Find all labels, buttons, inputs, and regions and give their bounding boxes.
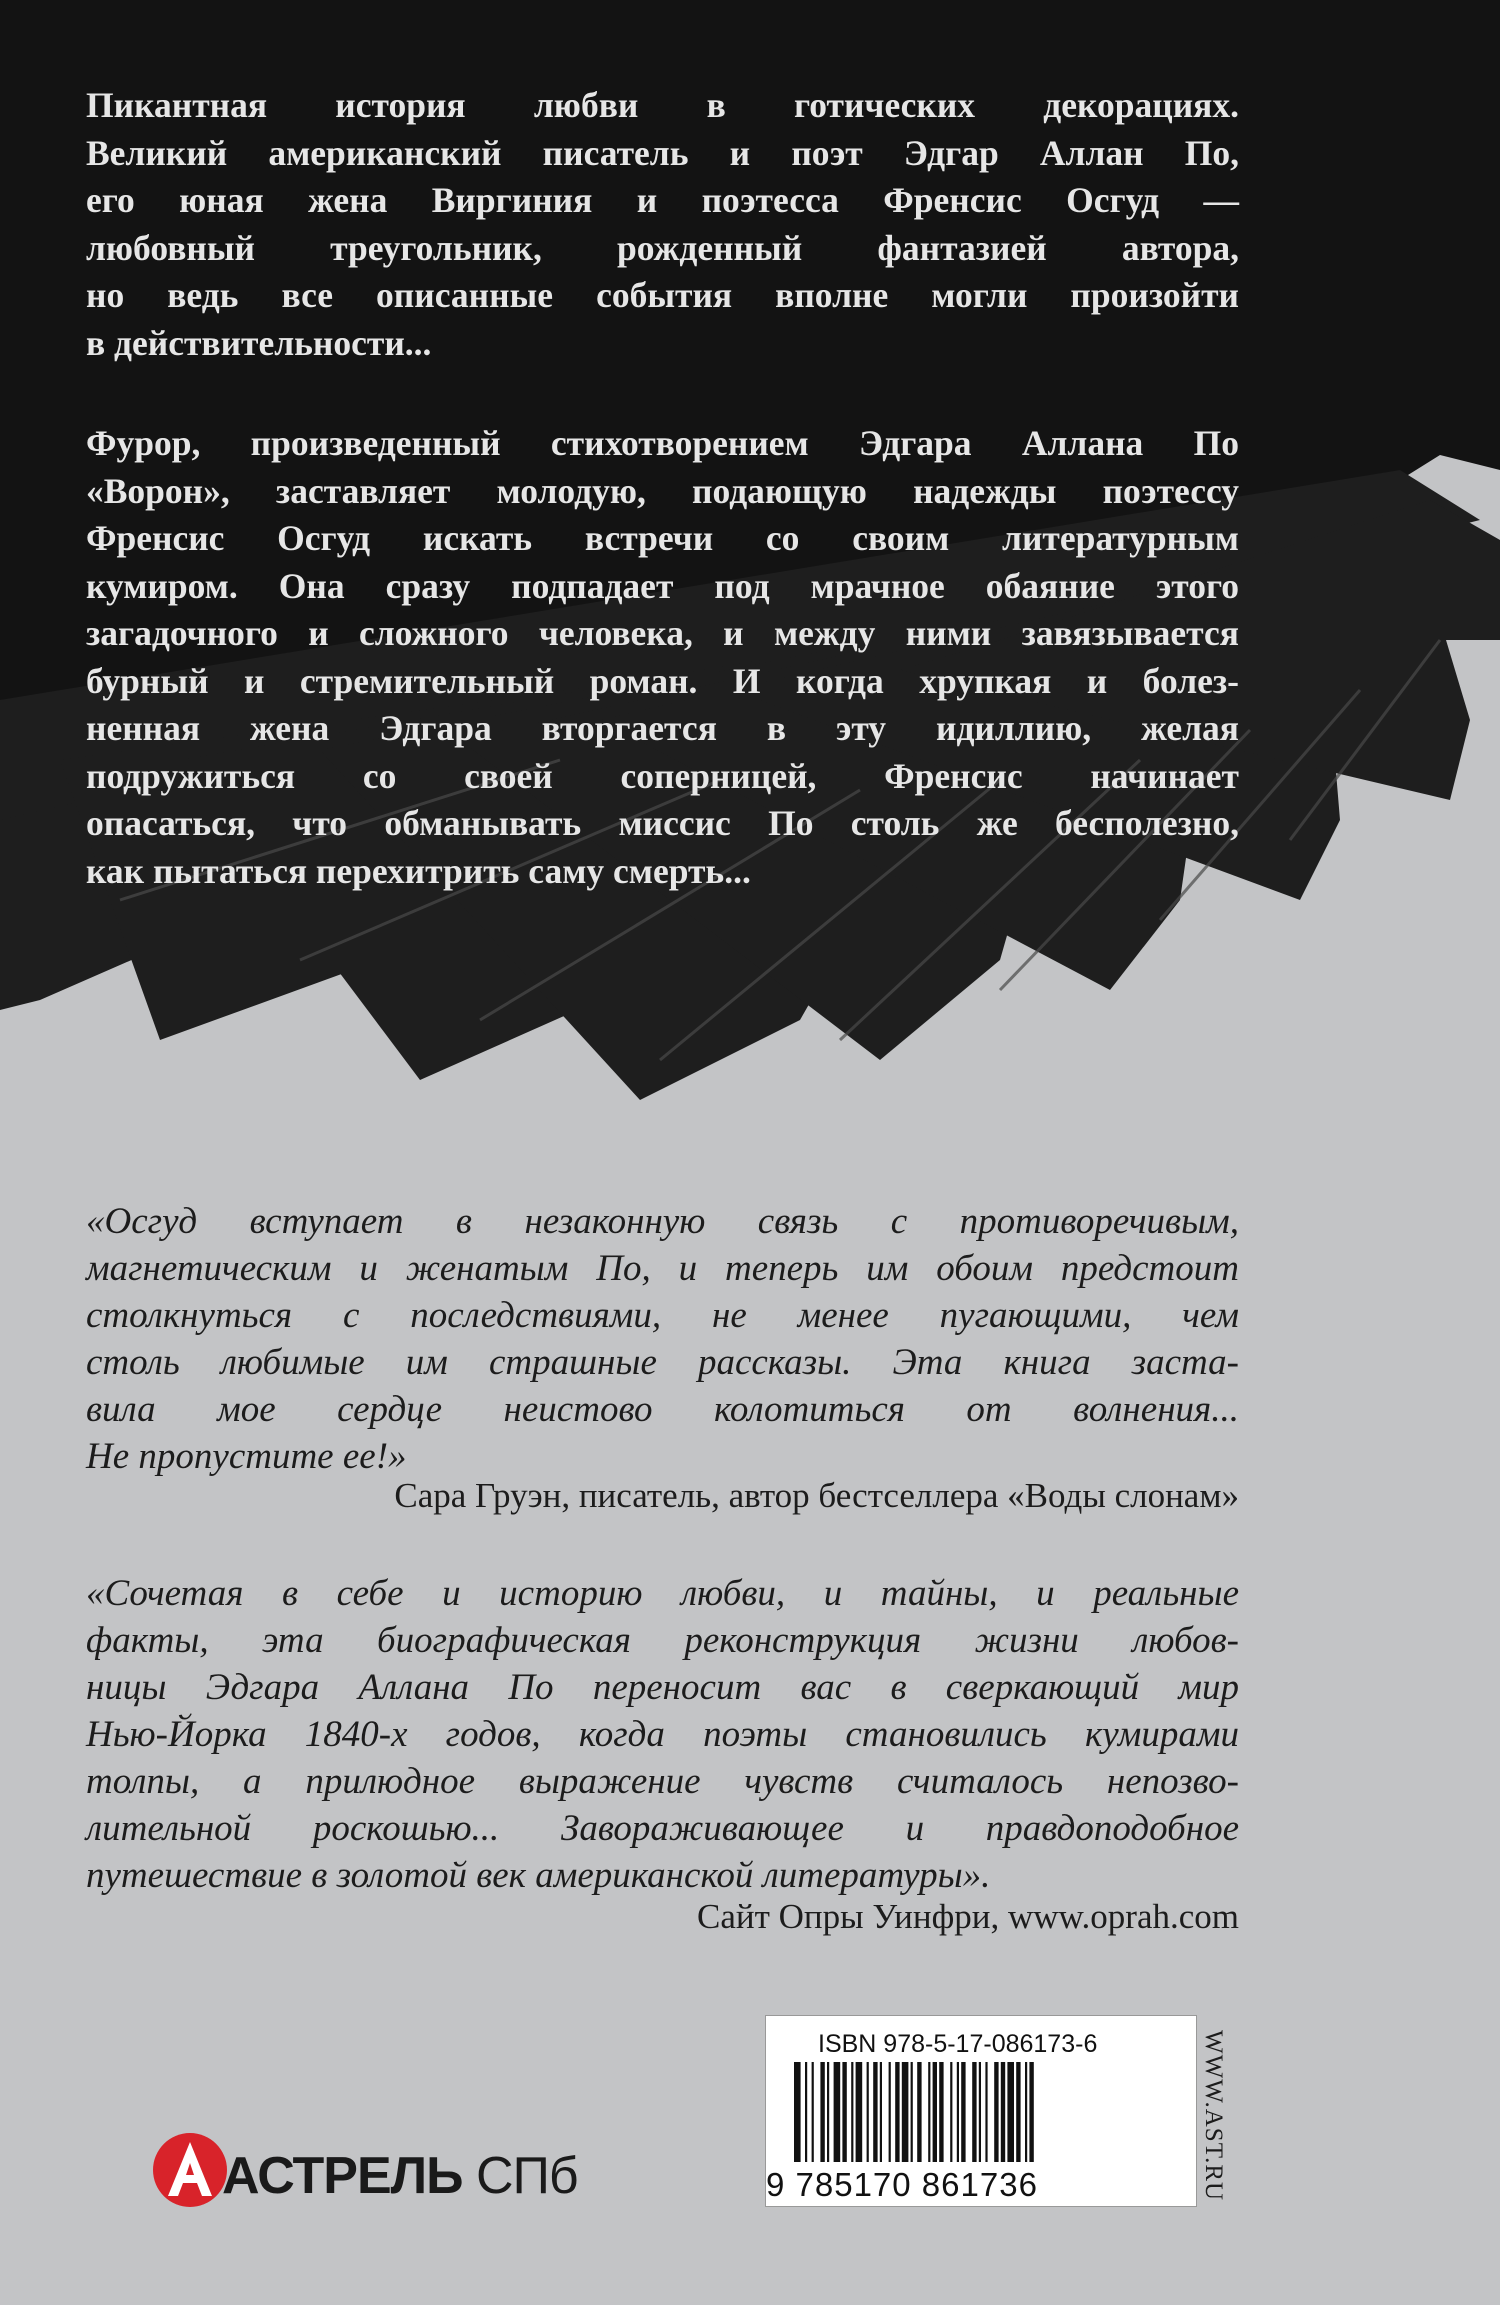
barcode-bar [880,2062,882,2162]
blurb-line: ненная жена Эдгара вторгается в эту идиллию, желая [86,708,1239,748]
barcode-bar [856,2062,863,2162]
review-quote-1 [86,1198,1239,1480]
barcode-bar [867,2062,869,2162]
blurb-line: подружиться со своей соперницей, Френсис начинает [86,755,1239,796]
review-line: лительной роскошью... Завораживающее и правдоподобное [86,1808,1239,1849]
publisher-name [222,2146,578,2206]
blurb-paragraph-2 [86,420,1239,895]
barcode-bar [972,2062,976,2162]
barcode-bar [794,2062,801,2162]
barcode-bar [834,2062,841,2162]
barcode-bar [985,2062,987,2162]
publisher-name-suffix: СПб [462,2147,578,2205]
blurb-line: но ведь все описанные события вполне могли произойти [86,275,1239,315]
review-attribution-2: Сайт Опры Уинфри, www.oprah.com [696,1897,1239,1936]
blurb-line: Фурор, произведенный стихотворением Эдгара Аллана По [86,423,1239,463]
blurb-line: Пикантная история любви в готических декорациях. [86,85,1239,125]
blurb-line: кумиром. Она сразу подпадает под мрачное обаяние этого [86,565,1239,606]
astrel-logo-icon [150,2130,230,2210]
barcode-bars [766,2062,1196,2172]
barcode-bar [820,2062,824,2162]
blurb-line: бурный и стремительный роман. И когда хрупкая и болез- [86,660,1239,701]
barcode-bar [873,2062,877,2162]
blurb-paragraph-1 [86,82,1239,367]
barcode-bar [827,2062,829,2162]
barcode-bar [889,2062,891,2162]
review-line: толпы, а прилюдное выражение чувств считалось непозво- [86,1761,1239,1802]
blurb-line: как пытаться перехитрить саму смерть... [86,850,751,891]
barcode-bar [979,2062,981,2162]
review-line: столь любимые им страшные рассказы. Эта книга заста- [86,1342,1239,1383]
barcode-digits: 9 785170 861736 [766,2166,1038,2203]
blurb-line: его юная жена Виргиния и поэтесса Френсис Осгуд — [86,180,1239,220]
barcode-bar [950,2062,952,2162]
review-quote-2 [86,1570,1239,1899]
review-line: «Осгуд вступает в незаконную связь с противоречивым, [86,1201,1239,1242]
barcode-bar [928,2062,930,2162]
barcode-bar [1007,2062,1014,2162]
barcode-bar [851,2062,853,2162]
barcode-bar [895,2062,899,2162]
review-line: Не пропустите ее!» [86,1436,407,1477]
barcode-bar [939,2062,943,2162]
review-line: факты, эта биографическая реконструкция жизни любов- [86,1620,1239,1661]
barcode-bar [961,2062,965,2162]
review-line: вила мое сердце неистово колотиться от волнения... [86,1389,1239,1430]
blurb-line: загадочного и сложного человека, и между ними завязывается [86,613,1239,653]
barcode-bar [994,2062,998,2162]
barcode-bar [805,2062,807,2162]
publisher-name-main: АСТРЕЛЬ [222,2147,463,2205]
barcode-bar [957,2062,959,2162]
blurb-line: опасаться, что обманывать миссис По столь же бесполезно, [86,803,1239,843]
blurb-line: «Ворон», заставляет молодую, подающую надежды поэтессу [86,470,1239,511]
review-line: «Сочетая в себе и историю любви, и тайны, и реальные [86,1573,1239,1614]
blurb-line: Френсис Осгуд искать встречи со своим литературным [86,518,1239,558]
review-line: Нью-Йорка 1840-х годов, когда поэты становились кумирами [86,1714,1239,1755]
review-line: столкнуться с последствиями, не менее пугающими, чем [86,1295,1239,1336]
barcode-bar [1029,2062,1033,2162]
barcode-bar [1001,2062,1005,2162]
site-url: WWW.AST.RU [1200,2030,1227,2202]
barcode-bar [1016,2062,1020,2162]
barcode-bar [902,2062,909,2162]
blurb-line: любовный треугольник, рожденный фантазией автора, [86,227,1239,268]
blurb-line: в действительности... [86,322,432,363]
barcode-bar [917,2062,921,2162]
review-line: ницы Эдгара Аллана По переносит вас в сверкающий мир [86,1667,1239,1708]
barcode-bar [812,2062,814,2162]
barcode-box [765,2015,1197,2207]
isbn-label: ISBN 978-5-17-086173-6 [818,2030,1098,2058]
barcode-bar [911,2062,913,2162]
review-line: магнетическим и женатым По, и теперь им обоим предстоит [86,1248,1239,1289]
review-attribution-1: Сара Груэн, писатель, автор бестселлера «Воды слонам» [394,1476,1239,1515]
barcode-bar [1025,2062,1027,2162]
barcode-bar [842,2062,846,2162]
barcode-bar [933,2062,937,2162]
review-line: путешествие в золотой век американской литературы». [86,1855,991,1896]
blurb-line: Великий американский писатель и поэт Эдгар Аллан По, [86,132,1239,173]
